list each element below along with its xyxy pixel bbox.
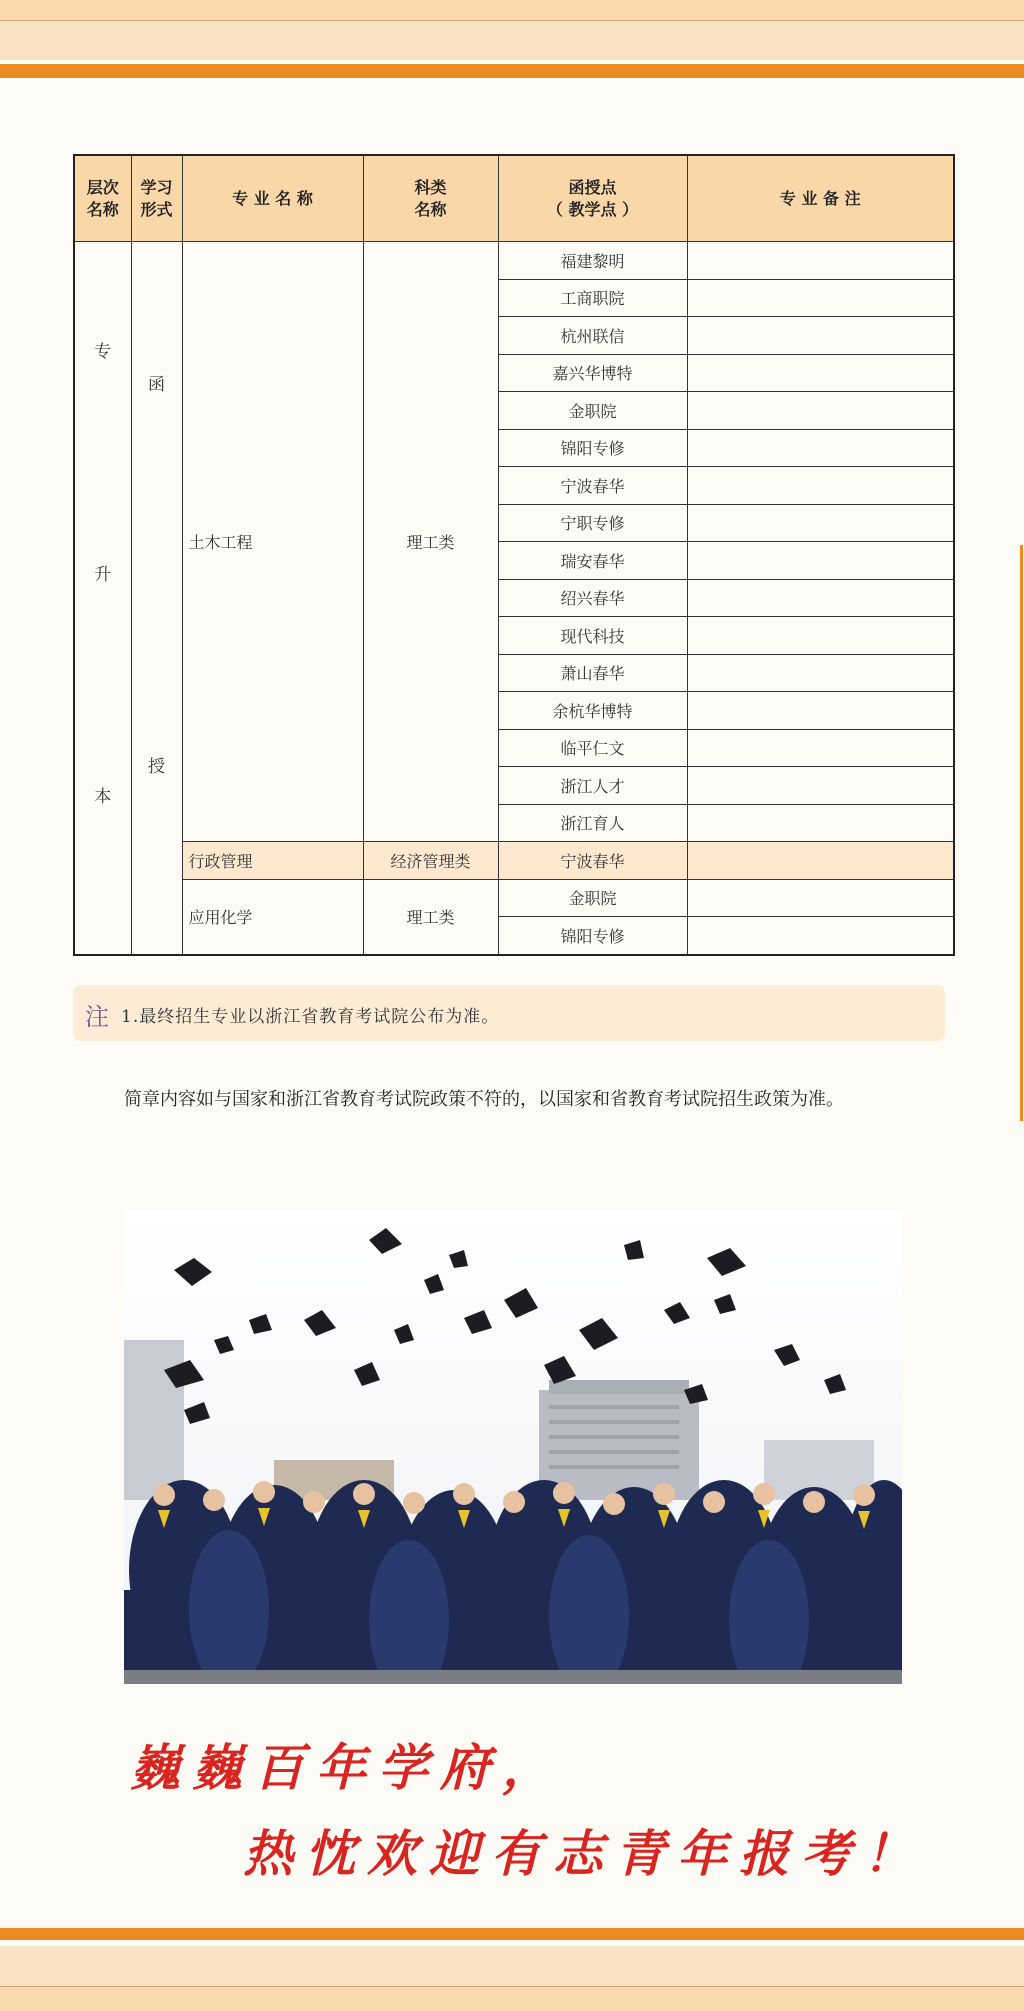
header-teaching-point: 函授点 （ 教学点 ） [498, 155, 687, 242]
teaching-point-cell: 临平仁文 [498, 729, 687, 767]
remark-cell [687, 542, 954, 580]
major-cell: 土木工程 [182, 242, 363, 842]
level-char-3: 本 [94, 787, 112, 807]
remark-cell [687, 429, 954, 467]
remark-cell [687, 504, 954, 542]
remark-cell [687, 879, 954, 917]
teaching-point-cell: 杭州联信 [498, 317, 687, 355]
major-cell: 行政管理 [182, 842, 363, 880]
form-char-1: 函 [148, 375, 165, 395]
top-banner-stripes [0, 0, 1024, 80]
remark-cell [687, 654, 954, 692]
remark-cell [687, 917, 954, 955]
remark-cell [687, 767, 954, 805]
slogan-line-2: 热忱欢迎有志青年报考！ [243, 1824, 925, 1883]
category-cell: 理工类 [363, 879, 498, 955]
category-cell: 经济管理类 [363, 842, 498, 880]
study-form-cell [131, 242, 182, 955]
remark-cell [687, 354, 954, 392]
remark-cell [687, 392, 954, 430]
teaching-point-cell: 现代科技 [498, 617, 687, 655]
teaching-point-cell: 绍兴春华 [498, 579, 687, 617]
policy-statement: 简章内容如与国家和浙江省教育考试院政策不符的，以国家和省教育考试院招生政策为准。 [124, 1089, 844, 1110]
remark-cell [687, 842, 954, 880]
note-text: 1.最终招生专业以浙江省教育考试院公布为准。 [121, 1007, 500, 1027]
header-level: 层次 名称 [74, 155, 131, 242]
major-cell: 应用化学 [182, 879, 363, 955]
remark-cell [687, 579, 954, 617]
header-major: 专 业 名 称 [182, 155, 363, 242]
remark-cell [687, 279, 954, 317]
teaching-point-cell: 瑞安春华 [498, 542, 687, 580]
graduation-photo [124, 1210, 902, 1684]
teaching-point-cell: 宁职专修 [498, 504, 687, 542]
teaching-point-cell: 浙江育人 [498, 804, 687, 842]
remark-cell [687, 242, 954, 280]
header-study-form: 学习 形式 [131, 155, 182, 242]
teaching-point-cell: 金职院 [498, 392, 687, 430]
remark-cell [687, 804, 954, 842]
teaching-point-cell: 福建黎明 [498, 242, 687, 280]
teaching-point-cell: 工商职院 [498, 279, 687, 317]
header-remark: 专 业 备 注 [687, 155, 954, 242]
teaching-point-cell: 萧山春华 [498, 654, 687, 692]
teaching-point-cell: 浙江人才 [498, 767, 687, 805]
teaching-point-cell: 余杭华博特 [498, 692, 687, 730]
right-edge-rule [1020, 545, 1023, 1121]
remark-cell [687, 729, 954, 767]
teaching-point-cell: 金职院 [498, 879, 687, 917]
note-box [73, 985, 945, 1041]
note-label: 注 [85, 1003, 109, 1031]
header-category: 科类 名称 [363, 155, 498, 242]
category-cell: 理工类 [363, 242, 498, 842]
level-cell [74, 242, 131, 955]
teaching-point-cell: 嘉兴华博特 [498, 354, 687, 392]
teaching-point-cell: 宁波春华 [498, 842, 687, 880]
enrollment-table [73, 154, 955, 956]
remark-cell [687, 617, 954, 655]
level-char-1: 专 [94, 342, 112, 362]
level-char-2: 升 [94, 565, 112, 585]
teaching-point-cell: 锦阳专修 [498, 429, 687, 467]
bottom-banner-stripes [0, 1928, 1024, 2011]
remark-cell [687, 467, 954, 505]
slogan-line-1: 巍巍百年学府， [130, 1738, 564, 1797]
remark-cell [687, 317, 954, 355]
teaching-point-cell: 宁波春华 [498, 467, 687, 505]
teaching-point-cell: 锦阳专修 [498, 917, 687, 955]
form-char-2: 授 [148, 757, 165, 777]
remark-cell [687, 692, 954, 730]
